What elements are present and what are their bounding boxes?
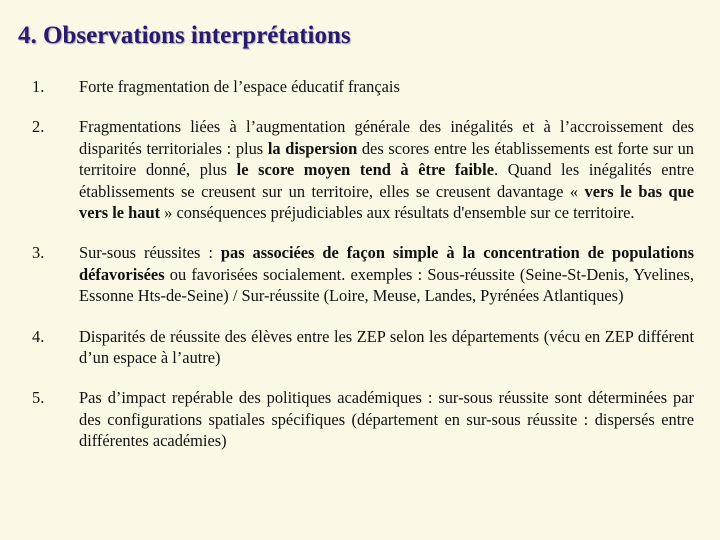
list-item	[32, 76, 694, 97]
item-text-part: Sur-sous réussites :	[79, 243, 221, 263]
item-text-part: des scores entre les établissements est forte sur un territoire donné, plus	[79, 138, 694, 180]
page-title: 4. Observations interprétations	[18, 22, 351, 49]
list-item	[32, 326, 694, 369]
list-item	[32, 387, 694, 451]
observations-list	[32, 76, 694, 452]
item-text-bold: pas associées de façon simple à la concentration de populations défavorisées	[79, 243, 694, 284]
item-text-bold: la dispersion	[267, 138, 358, 158]
list-item	[32, 116, 694, 223]
item-text-part: Fragmentations liées à l’augmentation générale des inégalités et à l’accroissement des disparités territoriales : plus	[79, 117, 694, 158]
item-text-part: Pas d’impact repérable des politiques académiques : sur-sous réussite sont déterminées par des configurations spatiales spécifiques (département en sur-sous réussite : dispersés entre différentes académies)	[79, 388, 694, 451]
item-number: 2.	[32, 117, 45, 137]
item-number: 5.	[32, 388, 45, 408]
item-text	[79, 326, 694, 369]
item-text	[79, 76, 694, 97]
item-number: 4.	[32, 326, 45, 346]
item-text-part: » conséquences préjudiciables aux résultats d'ensemble sur ce territoire.	[160, 203, 635, 223]
item-number: 3.	[32, 243, 45, 263]
list-item	[32, 242, 694, 306]
item-text	[79, 387, 694, 451]
item-text	[79, 242, 694, 306]
item-text-part: . Quand les inégalités entre établissements se creusent sur un territoire, elles se creusent davantage «	[79, 160, 694, 201]
item-number: 1.	[32, 77, 45, 96]
item-text-part: Disparités de réussite des élèves entre les ZEP selon les départements (vécu en ZEP différent d’un espace à l’autre)	[79, 326, 694, 368]
item-text-bold: vers le bas que vers le haut	[79, 181, 694, 223]
item-text-part: ou favorisées socialement. exemples : Sous-réussite (Seine-St-Denis, Yvelines, Essonne Hts-de-Seine) / Sur-réussite (Loire, Meuse, Landes, Pyrénées Atlantiques)	[79, 264, 694, 306]
item-text-bold: le score moyen tend à être faible	[236, 160, 494, 180]
item-text-part: Forte fragmentation de l’espace éducatif français	[79, 77, 400, 96]
item-text	[79, 116, 694, 223]
